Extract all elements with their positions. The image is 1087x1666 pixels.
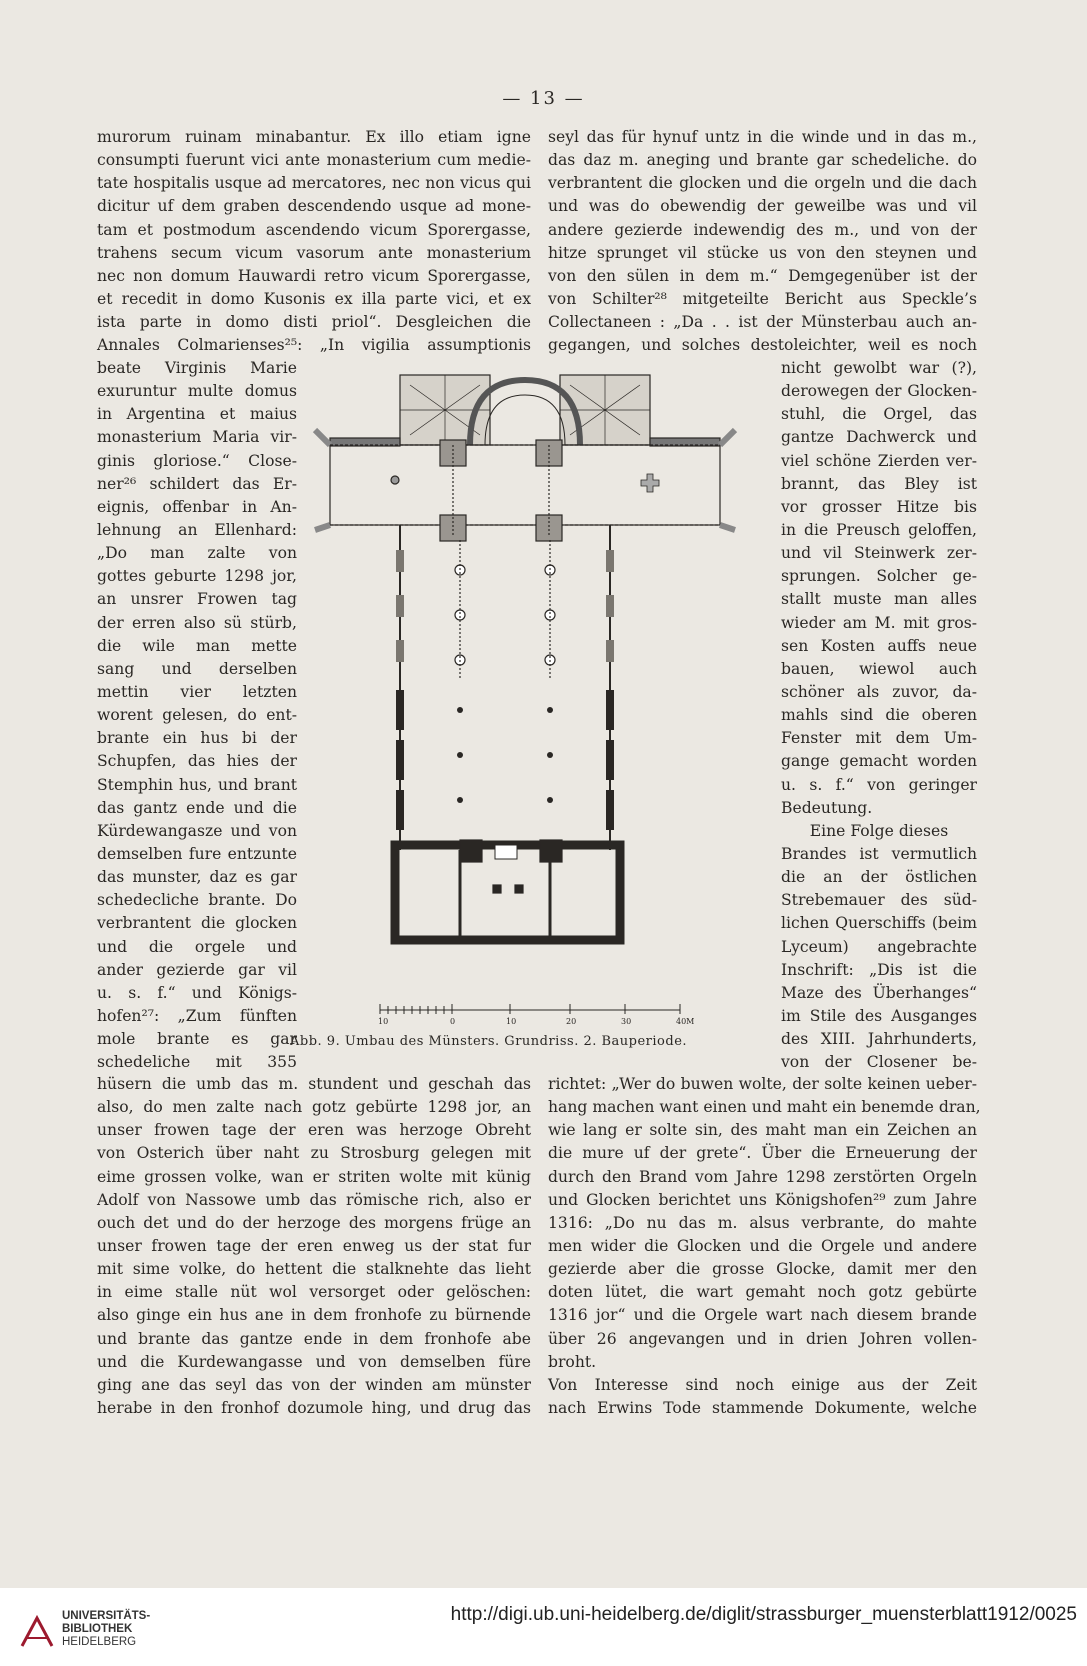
institution-name: [62, 1610, 150, 1649]
text-line: andere gezierde indewendig des m., und von der: [548, 220, 977, 239]
page-number: — 13 —: [502, 88, 585, 109]
text-line: gezierde aber die grosse Glocke, damit mer den: [548, 1260, 977, 1279]
text-line: Brandes ist vermutlich: [781, 844, 977, 863]
text-line: Adolf von Nassowe umb das römische rich, also er: [97, 1190, 531, 1209]
scale-tick-label: 20: [566, 1017, 577, 1026]
text-line: stallt muste man alles: [781, 590, 977, 609]
text-line: doten lütet, die wart gemaht noch gotz gebürte: [548, 1283, 977, 1302]
scale-tick-label: 40M: [676, 1017, 695, 1026]
text-line: u. s. f.“ von geringer: [781, 775, 977, 794]
text-line: brante ein hus bi der: [97, 729, 297, 748]
text-line: das gantz ende und die: [97, 798, 297, 817]
text-line: also ginge ein hus ane in dem fronhofe zu bürnende: [97, 1306, 531, 1325]
text-line: Von Interesse sind noch einige aus der Zeit: [548, 1375, 977, 1394]
text-line: stuhl, die Orgel, das: [781, 405, 977, 424]
text-line: broht.: [548, 1352, 597, 1371]
text-line: Kürdewangasze und von: [97, 821, 297, 840]
text-line: eime grossen volke, wan er striten wolte mit künig: [97, 1167, 531, 1186]
text-line: gange gemacht worden: [781, 752, 977, 771]
text-line: Schupfen, das hies der: [97, 752, 297, 771]
text-line: des XIII. Jahrhunderts,: [781, 1030, 977, 1049]
text-line: wieder am M. mit gros-: [781, 613, 977, 632]
text-line: Collectaneen : „Da . . ist der Münsterbau auch an-: [548, 313, 977, 332]
text-line: das daz m. aneging und brante gar schedeliche. do: [548, 151, 977, 170]
text-line: bauen, wiewol auch: [781, 659, 977, 678]
text-line: durch den Brand vom Jahre 1298 zerstörten Orgeln: [548, 1167, 977, 1186]
text-line: viel schöne Zierden ver-: [781, 451, 977, 470]
text-line: das munster, daz es gar: [97, 868, 297, 887]
text-line: mettin vier letzten: [97, 682, 297, 701]
text-line: in Argentina et maius: [97, 405, 297, 424]
text-line: hüsern die umb das m. stundent und geschah das: [97, 1075, 531, 1093]
text-line: Annales Colmarienses²⁵: „In vigilia assumptionis: [97, 336, 531, 355]
text-line: unser frowen tage der eren enweg us der stat fur: [97, 1236, 531, 1255]
text-line: verbrantent die glocken: [97, 914, 297, 933]
right-column-top: [548, 126, 977, 357]
text-line: men wider die Glocken und die Orgele und andere: [548, 1236, 977, 1255]
text-line: Eine Folge dieses: [809, 821, 949, 840]
university-library-logo-icon: [14, 1608, 60, 1654]
text-line: Inschrift: „Dis ist die: [781, 960, 977, 979]
text-line: ista parte in domo disti priol“. Desgleichen die: [97, 313, 531, 332]
text-line: consumpti fuerunt vici ante monasterium cum medie-: [97, 151, 531, 170]
left-column-top: [97, 126, 531, 357]
scale-tick-label: 30: [621, 1017, 632, 1026]
text-line: seyl das für hynuf untz in die winde und in das m.,: [548, 128, 977, 146]
footer-bar: [0, 1588, 1087, 1666]
text-line: die mure uf der grete“. Über die Erneuerung der: [548, 1144, 977, 1163]
text-line: von Schilter²⁸ mitgeteilte Bericht aus Speckle’s: [548, 289, 977, 308]
text-line: von Osterich über naht zu Strosburg gelegen mit: [97, 1144, 531, 1163]
text-line: herabe in den fronhof dozumole hing, und drug das: [97, 1398, 531, 1417]
text-line: Stemphin hus, und brant: [97, 775, 297, 794]
cathedral-floor-plan: [310, 370, 770, 1050]
text-line: gegangen, und solches destoleichter, weil es noch: [548, 336, 977, 355]
text-line: tate hospitalis usque ad mercatores, nec non vicus qui: [97, 174, 531, 193]
scale-tick-label: 10: [378, 1017, 389, 1026]
institution-line: UNIVERSITÄTS-: [62, 1610, 151, 1622]
text-line: im Stile des Ausganges: [781, 1006, 977, 1025]
text-line: eignis, offenbar in An-: [97, 497, 297, 516]
text-line: und die orgele und: [97, 937, 297, 956]
text-line: ging ane das seyl das von der winden am münster: [97, 1375, 531, 1394]
right-column-bottom: [548, 1073, 981, 1420]
text-line: mole brante es gar: [97, 1030, 297, 1049]
institution-line: BIBLIOTHEK: [62, 1623, 133, 1635]
right-column-middle: [781, 357, 977, 1074]
text-line: murorum ruinam minabantur. Ex illo etiam igne: [97, 128, 531, 146]
text-line: lichen Querschiffs (beim: [781, 914, 977, 933]
text-line: sen Kosten auffs neue: [781, 636, 977, 655]
text-line: et recedit in domo Kusonis ex illa parte vici, et ex: [97, 289, 531, 308]
text-line: ner²⁶ schildert das Er-: [97, 474, 297, 493]
text-line: die wile man mette: [97, 636, 297, 655]
text-line: unser frowen tage der eren was herzoge Obreht: [97, 1121, 531, 1140]
text-line: gottes geburte 1298 jor,: [97, 567, 297, 586]
text-line: Lyceum) angebrachte: [781, 937, 977, 956]
text-line: verbrantent die glocken und die orgeln und die dach: [548, 174, 977, 193]
text-line: über 26 angevangen und in drien Johren vollen-: [548, 1329, 977, 1348]
text-line: schöner als zuvor, da-: [781, 682, 977, 701]
scale-tick-label: 0: [450, 1017, 456, 1026]
text-line: tam et postmodum ascendendo vicum Sporergasse,: [97, 220, 531, 239]
scale-tick-label: 10: [506, 1017, 517, 1026]
text-line: nach Erwins Tode stammende Dokumente, welche: [548, 1398, 977, 1417]
text-line: der erren also sü stürb,: [97, 613, 297, 632]
text-line: hitze sprunget vil stücke us von den steynen und: [548, 243, 977, 262]
text-line: trahens secum vicum vasorum ante monasterium: [97, 243, 531, 262]
text-line: sang und derselben: [97, 659, 297, 678]
text-line: worent gelesen, do ent-: [97, 706, 297, 725]
text-line: Bedeutung.: [781, 798, 873, 817]
text-line: brannt, das Bley ist: [781, 474, 977, 493]
text-line: von der Closener be-: [781, 1053, 977, 1072]
text-line: nec non domum Hauwardi retro vicum Sporergasse,: [97, 266, 531, 285]
text-line: u. s. f.“ und Königs-: [97, 983, 297, 1002]
text-line: ginis gloriose.“ Close-: [97, 451, 297, 470]
text-line: demselben fure entzunte: [97, 844, 297, 863]
text-line: von den sülen in dem m.“ Demgegenüber ist der: [548, 266, 977, 285]
text-line: Maze des Überhanges“: [781, 983, 977, 1002]
text-line: und Glocken berichtet uns Königshofen²⁹ zum Jahre: [548, 1190, 977, 1209]
text-line: hang machen want einen und maht ein benemde dran,: [548, 1098, 981, 1117]
text-line: ander gezierde gar vil: [97, 960, 297, 979]
scale-bar: [380, 1000, 710, 1030]
text-line: hofen²⁷: „Zum fünften: [97, 1006, 297, 1025]
text-line: lehnung an Ellenhard:: [97, 520, 297, 539]
text-line: sprungen. Solcher ge-: [781, 567, 977, 586]
institution-line: HEIDELBERG: [62, 1636, 137, 1648]
text-line: beate Virginis Marie: [97, 359, 297, 377]
text-line: und die Kurdewangasse und von demselben füre: [97, 1352, 531, 1371]
text-line: derowegen der Glocken-: [781, 382, 977, 401]
text-line: also, do men zalte nach gotz gebürte 1298 jor, an: [97, 1098, 531, 1117]
text-line: in eime stalle nüt wol versorget oder gelöschen:: [97, 1283, 531, 1302]
text-line: und brante das gantze ende in dem fronhofe abe: [97, 1329, 531, 1348]
text-line: 1316 jor“ und die Orgele wart nach diesem brande: [548, 1306, 977, 1325]
text-line: 1316: „Do nu das m. alsus verbrante, do mahte: [548, 1213, 977, 1232]
text-line: gantze Dachwerck und: [781, 428, 977, 447]
text-line: richtet: „Wer do buwen wolte, der solte keinen ueber-: [548, 1075, 977, 1093]
text-line: schedeliche mit 355: [97, 1053, 297, 1072]
source-url-link[interactable]: http://digi.ub.uni-heidelberg.de/diglit/strassburger_muensterblatt1912/0025: [450, 1604, 1077, 1625]
text-line: monasterium Maria vir-: [97, 428, 297, 447]
text-line: schedecliche brante. Do: [97, 891, 297, 910]
text-line: mahls sind die oberen: [781, 706, 977, 725]
text-line: exuruntur multe domus: [97, 382, 297, 401]
text-line: an unsrer Frowen tag: [97, 590, 297, 609]
text-line: vor grosser Hitze bis: [781, 497, 977, 516]
text-line: dicitur uf dem graben descendendo usque ad mone-: [97, 197, 531, 216]
text-line: ouch det und do der herzoge des morgens früge an: [97, 1213, 531, 1232]
text-line: „Do man zalte von: [97, 544, 297, 563]
text-line: Strebemauer des süd-: [781, 891, 977, 910]
text-line: in die Preusch geloffen,: [781, 520, 977, 539]
text-line: Fenster mit dem Um-: [781, 729, 977, 748]
text-line: und was do obewendig der geweilbe was und vil: [548, 197, 977, 216]
left-column-bottom: [97, 1073, 531, 1420]
left-column-middle: [97, 357, 297, 1074]
text-line: wie lang er solte sin, des maht man ein Zeichen an: [548, 1121, 977, 1140]
text-line: die an der östlichen: [781, 868, 977, 887]
text-line: und vil Steinwerk zer-: [781, 544, 977, 563]
figure-caption: Abb. 9. Umbau des Münsters. Grundriss. 2. Bauperiode.: [290, 1034, 688, 1049]
text-line: nicht gewolbt war (?),: [781, 359, 977, 377]
text-line: mit sime volke, do hettent die stalknehte das lieht: [97, 1260, 531, 1279]
